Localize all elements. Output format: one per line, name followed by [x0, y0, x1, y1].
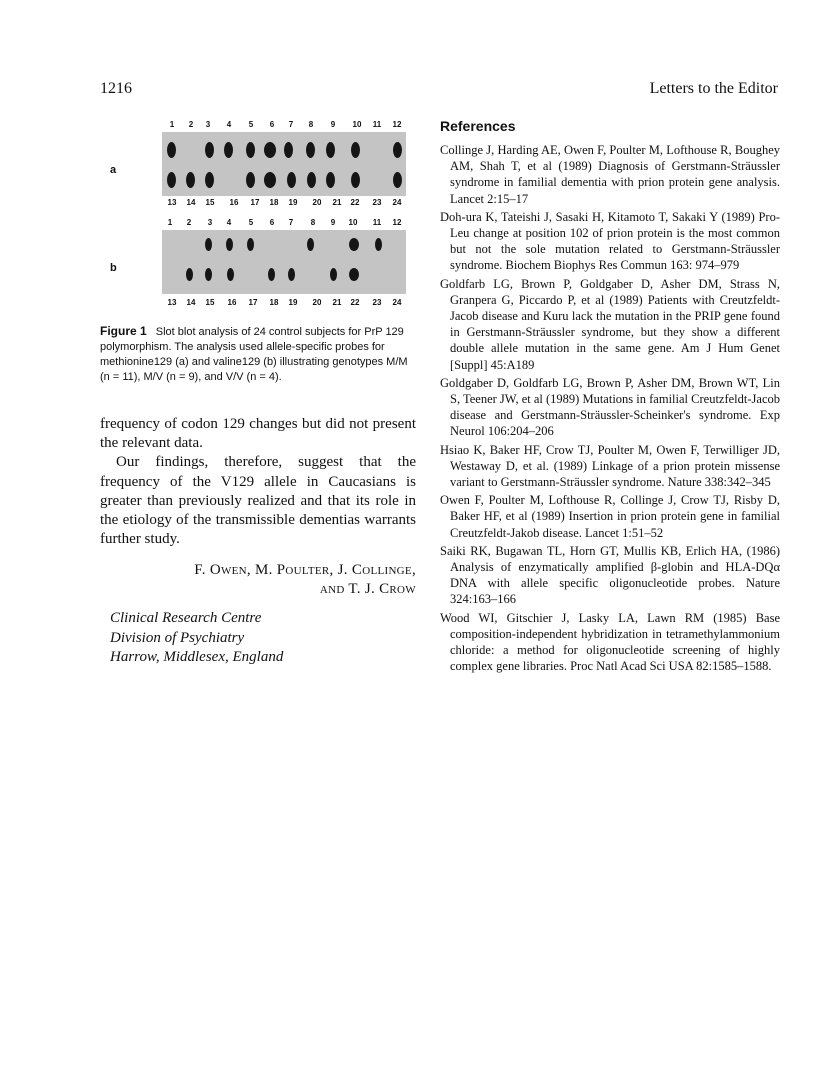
lane-number: 2: [186, 218, 192, 227]
lane-number: 22: [350, 298, 360, 307]
reference-item: Hsiao K, Baker HF, Crow TJ, Poulter M, Owen F, Terwilliger JD, Westaway D, et al. (1989) Linkage of a prion protein missense variant to Gerstmann-Sträussler syndrome. Nature 338:342–345: [440, 442, 780, 490]
lane-number: 14: [186, 298, 196, 307]
lane-number: 1: [169, 120, 175, 129]
lane-number: 6: [269, 218, 275, 227]
blot-slot: [330, 268, 337, 281]
panel-a-bottom-numbers: [162, 198, 406, 210]
lane-number: 16: [227, 298, 237, 307]
lane-number: 19: [288, 298, 298, 307]
blot-slot: [227, 268, 234, 281]
blot-slot: [205, 172, 214, 188]
author-affiliation: [110, 609, 416, 668]
blot-image-b: [162, 230, 406, 294]
lane-number: 17: [248, 298, 258, 307]
blot-slot: [247, 238, 254, 251]
running-head: Letters to the Editor: [649, 80, 778, 97]
left-column: [100, 114, 416, 668]
lane-number: 20: [312, 298, 322, 307]
blot-slot: [287, 172, 296, 188]
panel-b-top-numbers: [162, 218, 406, 230]
lane-number: 24: [392, 298, 402, 307]
signature-line: and T. J. Crow: [319, 581, 416, 598]
lane-number: 7: [288, 218, 294, 227]
lane-number: 8: [308, 120, 314, 129]
right-column: [440, 118, 780, 677]
lane-number: 3: [205, 120, 211, 129]
blot-slot: [307, 238, 314, 251]
letter-body: [100, 415, 416, 549]
lane-number: 12: [392, 120, 402, 129]
blot-slot: [224, 142, 233, 158]
blot-slot: [375, 238, 382, 251]
lane-number: 11: [372, 218, 382, 227]
figure-label: Figure 1: [100, 324, 147, 338]
blot-slot: [264, 142, 276, 158]
lane-number: 11: [372, 120, 382, 129]
reference-item: Wood WI, Gitschier J, Lasky LA, Lawn RM (1985) Base composition-independent hybridization in tetramethylammonium chloride: a method for oligonucleotide screening of highly complex gene libraries. Proc Natl Acad Sci USA 82:1585–1588.: [440, 610, 780, 674]
lane-number: 23: [372, 198, 382, 207]
reference-item: Saiki RK, Bugawan TL, Horn GT, Mullis KB, Erlich HA, (1986) Analysis of enzymatically amplified β-globin and HLA-DQα DNA with allele specific oligonucleotide probes. Nature 324:163–166: [440, 543, 780, 607]
lane-number: 21: [332, 298, 342, 307]
reference-item: Collinge J, Harding AE, Owen F, Poulter M, Lofthouse R, Boughey AM, Shah T, et al (1989) Diagnosis of Gerstmann-Sträussler syndrome in familial dementia with prion protein gene analysis. Lancet 2:15–17: [440, 143, 780, 206]
lane-number: 24: [392, 198, 402, 207]
panel-a-top-numbers: [162, 120, 406, 132]
affiliation-line: Clinical Research Centre: [110, 610, 262, 627]
lane-number: 13: [167, 298, 177, 307]
lane-number: 15: [205, 298, 215, 307]
lane-number: 14: [186, 198, 196, 207]
blot-slot: [205, 238, 212, 251]
figure-caption: [100, 324, 416, 385]
panel-b-bottom-numbers: [162, 298, 406, 310]
blot-slot: [226, 238, 233, 251]
lane-number: 13: [167, 198, 177, 207]
lane-number: 4: [226, 218, 232, 227]
lane-number: 16: [229, 198, 239, 207]
blot-slot: [393, 142, 402, 158]
blot-slot: [349, 238, 359, 251]
lane-number: 4: [226, 120, 232, 129]
blot-slot: [393, 172, 402, 188]
lane-number: 5: [248, 120, 254, 129]
caption-text: Slot blot analysis of 24 control subjects for PrP 129 polymorphism. The analysis used allele-specific probes for methionine129 (a) and valine129 (b) illustrating genotypes M/M (n = 11), M/V (n = 9), and V/V (n = 4).: [100, 326, 408, 383]
signature-line: F. Owen, M. Poulter, J. Collinge,: [194, 562, 416, 579]
lane-number: 3: [207, 218, 213, 227]
reference-item: Goldgaber D, Goldfarb LG, Brown P, Asher DM, Brown WT, Lin S, Teener JW, et al (1989) Mutations in familial Creutzfeldt-Jacob disease and Gerstmann-Sträussler-Scheinker's syndrome. Exp Neurol 106:204–206: [440, 375, 780, 439]
blot-slot: [167, 142, 176, 158]
lane-number: 8: [310, 218, 316, 227]
reference-item: Doh-ura K, Tateishi J, Sasaki H, Kitamoto T, Sakaki Y (1989) Pro-Leu change at position 102 of prion protein is the most common but not the sole mutation related to Gerstmann-Sträussler syndrome. Biochem Biophys Res Commun 163: 974–979: [440, 209, 780, 273]
lane-number: 9: [330, 120, 336, 129]
blot-image-a: [162, 132, 406, 196]
author-signature: [100, 561, 416, 599]
blot-slot: [246, 172, 255, 188]
blot-slot: [205, 142, 214, 158]
lane-number: 18: [269, 198, 279, 207]
figure-1: [100, 114, 416, 320]
lane-number: 5: [248, 218, 254, 227]
panel-b-label: b: [110, 262, 117, 274]
lane-number: 1: [167, 218, 173, 227]
blot-slot: [326, 172, 335, 188]
lane-number: 15: [205, 198, 215, 207]
lane-number: 20: [312, 198, 322, 207]
page-header: [100, 80, 778, 102]
body-paragraph: frequency of codon 129 changes but did not present the relevant data.: [100, 416, 416, 452]
blot-slot: [268, 268, 275, 281]
affiliation-line: Division of Psychiatry: [110, 629, 245, 646]
reference-item: Owen F, Poulter M, Lofthouse R, Collinge J, Crow TJ, Risby D, Baker HF, et al (1989) Insertion in prion protein gene in familial Creutzfeldt-Jakob disease. Lancet 1:51–52: [440, 493, 780, 540]
lane-number: 21: [332, 198, 342, 207]
lane-number: 10: [348, 218, 358, 227]
lane-number: 17: [250, 198, 260, 207]
panel-a-label: a: [110, 164, 117, 176]
page-number: 1216: [100, 80, 132, 97]
reference-item: Goldfarb LG, Brown P, Goldgaber D, Asher DM, Strass N, Granpera G, Piccardo P, et al (1989) Patients with Creutzfeldt-Jacob disease and Kuru lack the mutation in the PRIP gene found in Gerstmann-Sträussler syndrome, but they show a different double allele mutation in the same gene. Am J Hum Genet [Suppl] 45:A189: [440, 276, 780, 372]
lane-number: 19: [288, 198, 298, 207]
blot-slot: [349, 268, 359, 281]
blot-slot: [326, 142, 335, 158]
references-heading: References: [440, 118, 516, 134]
blot-slot: [246, 142, 255, 158]
affiliation-line: Harrow, Middlesex, England: [110, 649, 284, 666]
lane-number: 6: [269, 120, 275, 129]
blot-slot: [186, 172, 195, 188]
blot-slot: [307, 172, 316, 188]
blot-slot: [205, 268, 212, 281]
body-paragraph: Our findings, therefore, suggest that the frequency of the V129 allele in Caucasians is greater than previously realized and that its role in the etiology of the transmissible dementias warrants further study.: [100, 454, 416, 548]
blot-slot: [186, 268, 193, 281]
blot-slot: [351, 142, 360, 158]
blot-slot: [288, 268, 295, 281]
blot-slot: [264, 172, 276, 188]
lane-number: 12: [392, 218, 402, 227]
lane-number: 7: [288, 120, 294, 129]
lane-number: 22: [350, 198, 360, 207]
lane-number: 9: [330, 218, 336, 227]
blot-slot: [351, 172, 360, 188]
lane-number: 23: [372, 298, 382, 307]
lane-number: 10: [352, 120, 362, 129]
blot-slot: [306, 142, 315, 158]
lane-number: 2: [188, 120, 194, 129]
lane-number: 18: [269, 298, 279, 307]
blot-slot: [284, 142, 293, 158]
blot-slot: [167, 172, 176, 188]
